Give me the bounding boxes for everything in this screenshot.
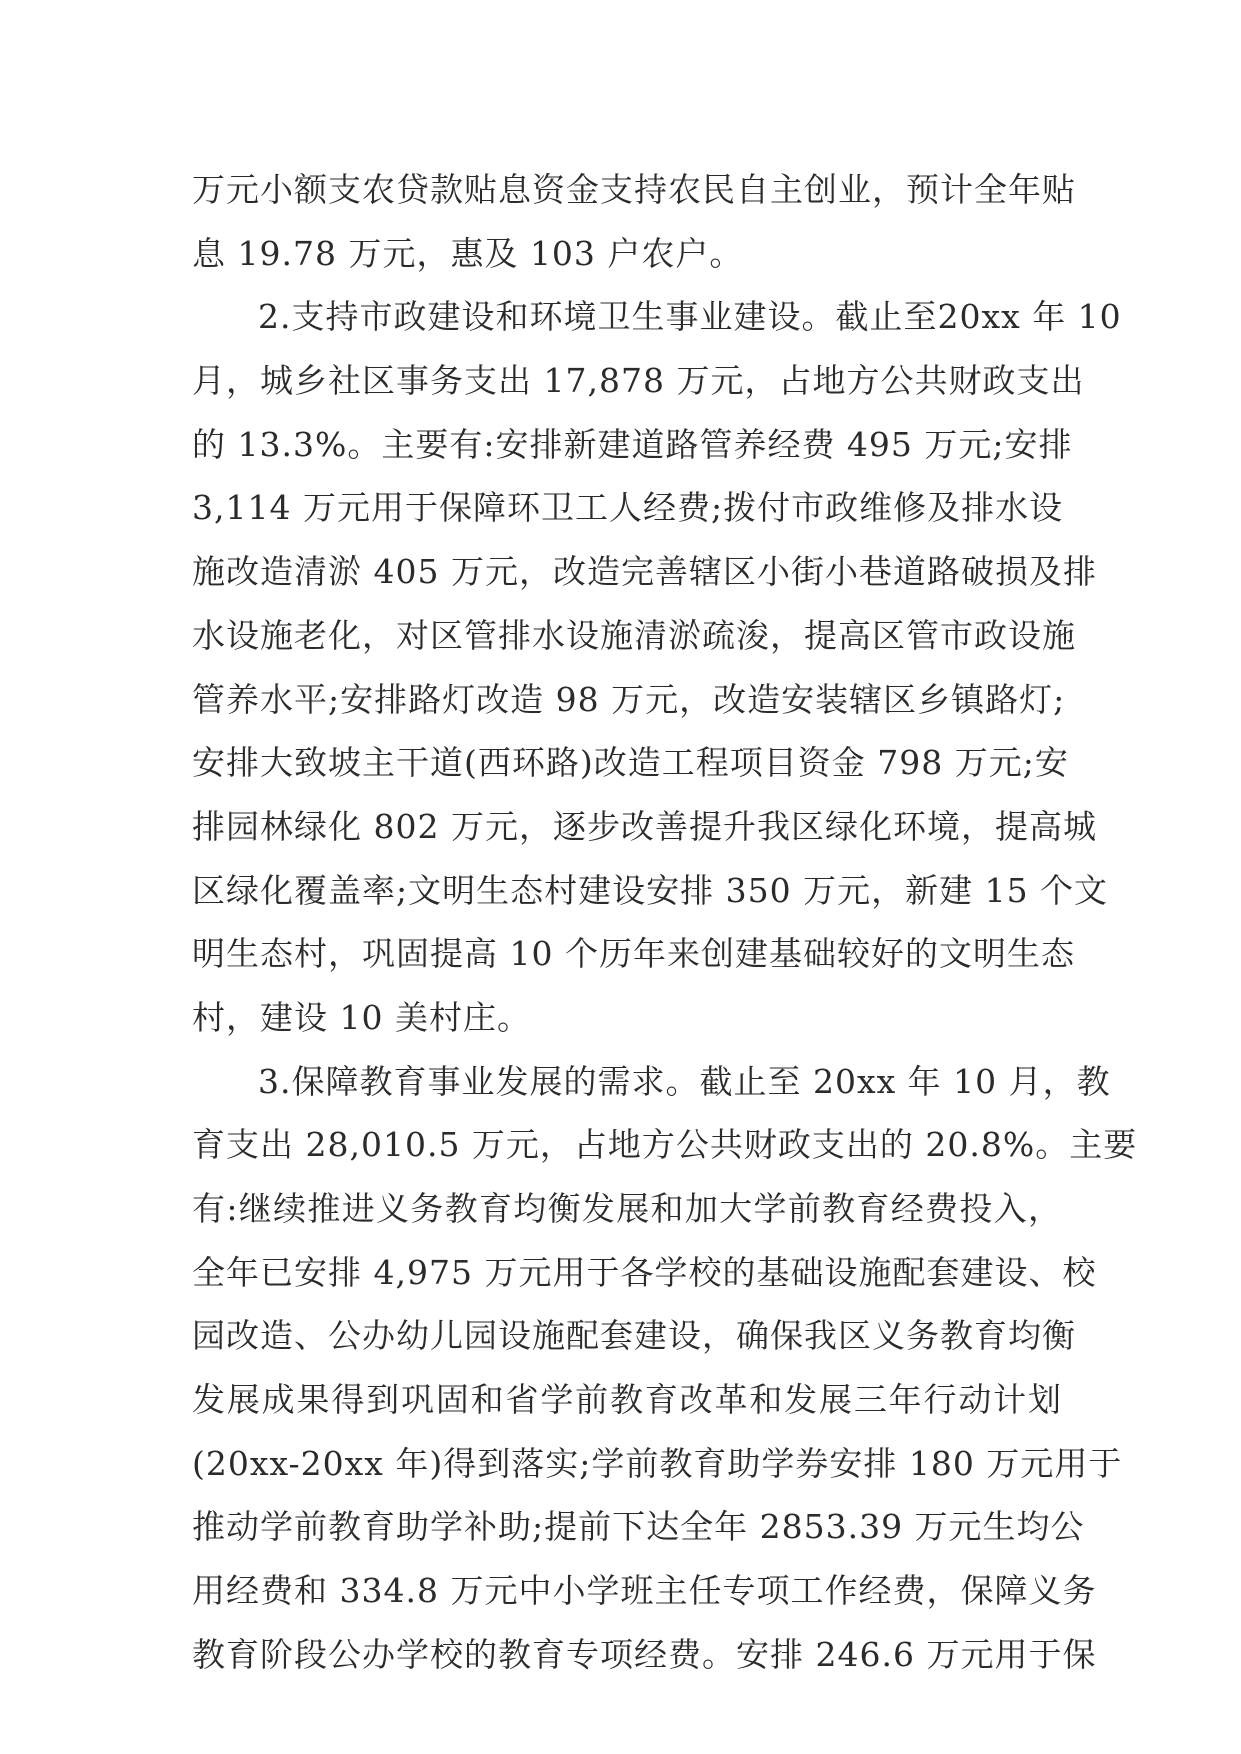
text-line: 施改造清淤 405 万元，改造完善辖区小街小巷道路破损及排	[192, 552, 1097, 592]
text-line: 用经费和 334.8 万元中小学班主任专项工作经费，保障义务	[192, 1571, 1097, 1611]
text-line: 发展成果得到巩固和省学前教育改革和发展三年行动计划	[192, 1380, 1062, 1420]
text-line: 息 19.78 万元，惠及 103 户农户。	[192, 233, 744, 273]
body-text	[192, 165, 1138, 1694]
text-line: 安排大致坡主干道(西环路)改造工程项目资金 798 万元;安	[192, 743, 1069, 783]
text-line: 万元小额支农贷款贴息资金支持农民自主创业，预计全年贴	[192, 170, 1076, 209]
text-line: 园改造、公办幼儿园设施配套建设，确保我区义务教育均衡	[192, 1316, 1076, 1356]
text-line: 管养水平;安排路灯改造 98 万元，改造安装辖区乡镇路灯;	[192, 679, 1066, 719]
text-line: 区绿化覆盖率;文明生态村建设安排 350 万元，新建 15 个文	[192, 870, 1109, 910]
text-line: 月，城乡社区事务支出 17,878 万元，占地方公共财政支出	[192, 361, 1085, 401]
text-line: 村，建设 10 美村庄。	[192, 997, 531, 1037]
text-line: 育支出 28,010.5 万元，占地方公共财政支出的 20.8%。主要	[192, 1125, 1138, 1165]
text-line: (20xx-20xx 年)得到落实;学前教育助学券安排 180 万元用于	[192, 1443, 1123, 1483]
text-line: 有:继续推进义务教育均衡发展和加大学前教育经费投入，	[192, 1189, 1062, 1228]
text-line: 的 13.3%。主要有:安排新建道路管养经费 495 万元;安排	[192, 424, 1073, 464]
text-line: 3,114 万元用于保障环卫工人经费;拨付市政维修及排水设	[192, 488, 1064, 528]
text-line: 排园林绿化 802 万元，逐步改善提升我区绿化环境，提高城	[192, 806, 1097, 846]
text-line: 水设施老化，对区管排水设施清淤疏浚，提高区管市政设施	[192, 615, 1076, 655]
text-line: 明生态村，巩固提高 10 个历年来创建基础较好的文明生态	[192, 934, 1075, 974]
paragraph-first-line: 2.支持市政建设和环境卫生事业建设。截止至20xx 年 10	[258, 297, 1122, 337]
text-line: 推动学前教育助学补助;提前下达全年 2853.39 万元生均公	[192, 1507, 1085, 1547]
text-line: 全年已安排 4,975 万元用于各学校的基础设施配套建设、校	[192, 1252, 1097, 1292]
text-line: 教育阶段公办学校的教育专项经费。安排 246.6 万元用于保	[192, 1634, 1097, 1674]
paragraph-first-line: 3.保障教育事业发展的需求。截止至 20xx 年 10 月，教	[258, 1061, 1111, 1101]
